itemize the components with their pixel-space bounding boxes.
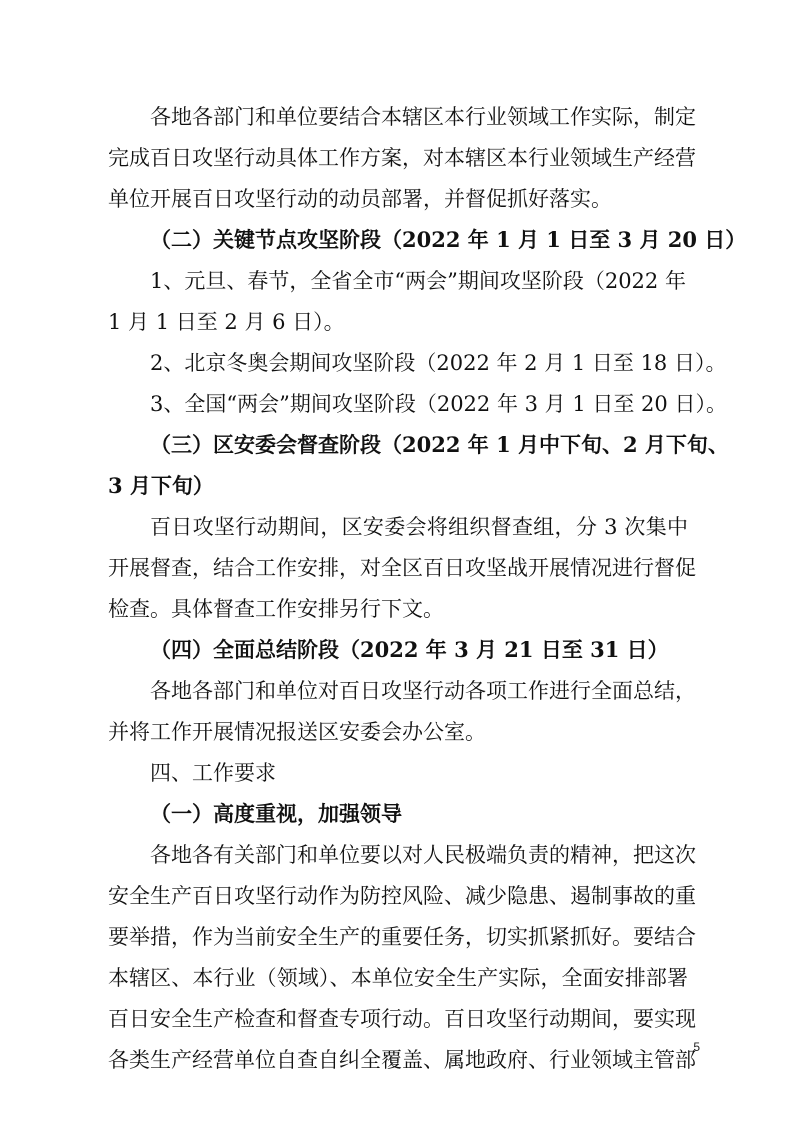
text-line: 各地各部门和单位对百日攻坚行动各项工作进行全面总结， [150, 679, 696, 703]
text-line: 要举措，作为当前安全生产的重要任务，切实抓紧抓好。要结合 [108, 925, 696, 949]
text-line: 完成百日攻坚行动具体工作方案，对本辖区本行业领域生产经营 [108, 146, 696, 170]
text-line: 各地各有关部门和单位要以对人民极端负责的精神，把这次 [150, 843, 696, 867]
text-line: 并将工作开展情况报送区安委会办公室。 [108, 720, 486, 744]
text-line: 本辖区、本行业（领域）、本单位安全生产实际，全面安排部署 [108, 966, 688, 990]
text-line: 3、全国“两会”期间攻坚阶段（2022 年 3 月 1 日至 20 日）。 [150, 392, 727, 416]
text-line: 各地各部门和单位要结合本辖区本行业领域工作实际，制定 [150, 105, 696, 129]
text-line: 安全生产百日攻坚行动作为防控风险、减少隐患、遏制事故的重 [108, 884, 696, 908]
section-heading: （一）高度重视，加强领导 [150, 801, 402, 826]
section-heading: （三）区安委会督查阶段（2022 年 1 月中下旬、2 月下旬、 [150, 432, 729, 457]
text-line: 百日安全生产检查和督查专项行动。百日攻坚行动期间，要实现 [108, 1007, 696, 1031]
text-line: 检查。具体督查工作安排另行下文。 [108, 597, 444, 621]
text-line: 1、元旦、春节，全省全市“两会”期间攻坚阶段（2022 年 [150, 269, 686, 293]
text-line: 1 月 1 日至 2 月 6 日）。 [108, 310, 345, 334]
text-line: 百日攻坚行动期间，区安委会将组织督查组，分 3 次集中 [150, 515, 688, 539]
text-line: 单位开展百日攻坚行动的动员部署，并督促抓好落实。 [108, 187, 612, 211]
text-line: 2、北京冬奥会期间攻坚阶段（2022 年 2 月 1 日至 18 日）。 [150, 351, 727, 375]
section-heading: （二）关键节点攻坚阶段（2022 年 1 月 1 日至 3 月 20 日） [150, 227, 747, 252]
section-heading-continued: 3 月下旬） [108, 473, 214, 498]
text-line: 各类生产经营单位自查自纠全覆盖、属地政府、行业领域主管部 [108, 1048, 696, 1072]
text-line: 开展督查，结合工作安排，对全区百日攻坚战开展情况进行督促 [108, 556, 696, 580]
section-heading: （四）全面总结阶段（2022 年 3 月 21 日至 31 日） [150, 637, 669, 662]
page-number: 5 [693, 1040, 700, 1054]
chapter-heading: 四、工作要求 [150, 761, 276, 785]
